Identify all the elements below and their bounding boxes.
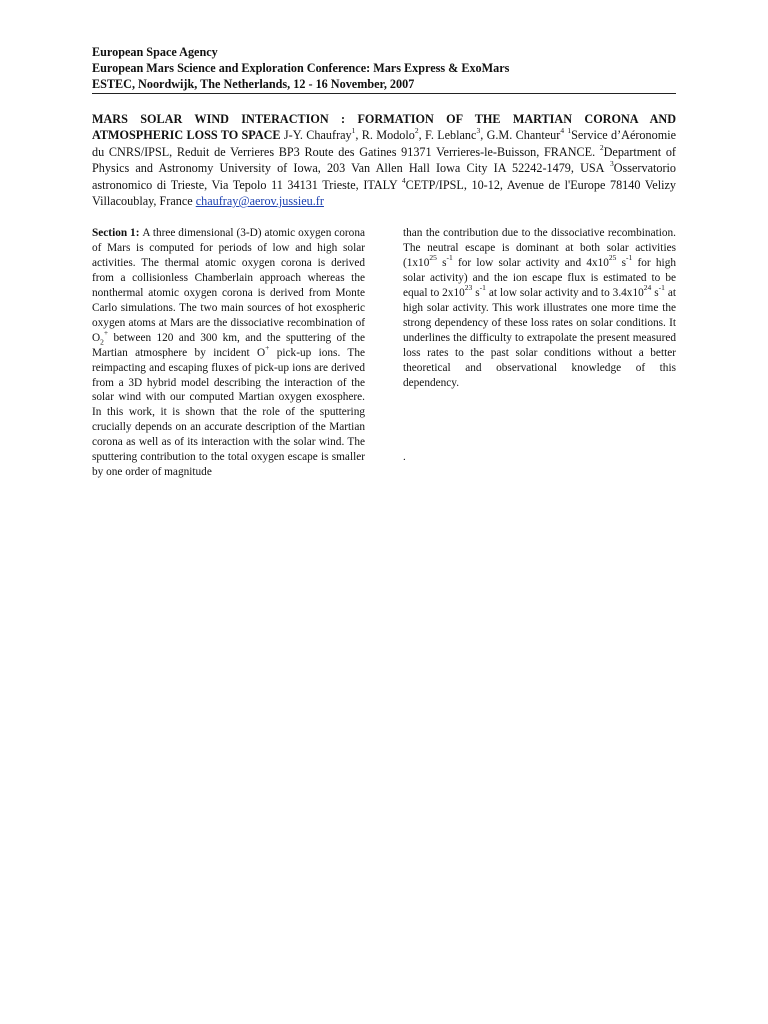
abstract-text: at high solar activity. This work illustrates one more time the strong dependency of these loss rates on solar conditions. It underlines the difficulty to extrapolate the present measured loss rates to the past solar conditions without a better theoretical and observational knowledge of this dependency. <box>403 287 677 389</box>
title-author-block: MARS SOLAR WIND INTERACTION : FORMATION OF THE MARTIAN CORONA AND ATMOSPHERIC LOSS TO SPACE J-Y. Chaufray$^1$, R. Modolo$^2$, F. Leblanc$^3$, G.M. Chanteur$^4$ $^1$Service d’Aéronomie du CNRS/IPSL, Reduit de Verrieres BP3 Route des Gatines 91371 Verrieres-le-Buisson, FRANCE. $^2$Department of Physics and Astronomy University of Iowa, 203 Van Allen Hall Iowa City IA 52242-1479, USA $^3$Osservatorio astronomico di Trieste, Via Tepolo 11 34131 Trieste, ITALY $^4$CETP/IPSL, 10-12, Avenue de l'Europe 78140 Velizy Villacoublay, France chaufray@aerov.jussieu.fr <box>92 112 676 209</box>
affiliation-1: $^1$Service d’Aéronomie du CNRS/IPSL, Reduit de Verrieres BP3 Route des Gatines 91371 Verrieres-le-Buisson, FRANCE. <box>92 126 676 159</box>
continuation-text <box>403 226 676 390</box>
section-label: Section 1: <box>92 227 143 240</box>
abstract-text: between 120 and 300 km, and the sputtering of the Martian atmosphere by incident O <box>92 331 365 359</box>
exponent: 25 <box>429 253 437 263</box>
affiliation-3: $^3$Osservatorio astronomico di Trieste, Via Tepolo 11 34131 Trieste, ITALY <box>92 159 676 192</box>
affiliation-2: $^2$Department of Physics and Astronomy University of Iowa, 203 Van Allen Hall Iowa City IA 52242-1479, USA <box>92 142 676 176</box>
abstract-columns <box>92 226 676 479</box>
author-1: J-Y. Chaufray$^1$ <box>283 126 356 143</box>
unit-exponent: -1 <box>626 253 633 263</box>
exponent: 23 <box>464 283 473 293</box>
exponent: 25 <box>608 253 617 263</box>
abstract-column-right <box>403 226 676 479</box>
abstract-text: for low solar activity and 4x10 <box>452 257 609 270</box>
affiliation-4: $^4$CETP/IPSL, 10-12, Avenue de l'Europe 78140 Velizy Villacoublay, France <box>92 175 676 209</box>
unit-exponent: -1 <box>479 283 486 293</box>
unit: s <box>651 287 659 300</box>
header-conference: European Mars Science and Exploration Conference: Mars Express & ExoMars <box>92 61 510 75</box>
paper-title: MARS SOLAR WIND INTERACTION : FORMATION OF THE MARTIAN CORONA AND ATMOSPHERIC LOSS TO SPACE <box>92 112 676 143</box>
abstract-text: pick-up ions. The reimpacting and escaping fluxes of pick-up ions are derived from a 3D hybrid model describing the interaction of the solar wind with our computed Martian oxygen exosphere. In this work, it is shown that the role of the sputtering crucially depends on an accurate description of the Martian corona as well as of its interaction with the solar wind. The sputtering contribution to the total oxygen escape is smaller by one order of magnitude <box>92 346 365 478</box>
email-link[interactable]: chaufray@aerov.jussieu.fr <box>195 194 324 209</box>
exponent: 24 <box>643 283 652 293</box>
header-org: European Space Agency <box>92 45 218 59</box>
o2-subscript: 2 <box>100 337 104 347</box>
unit-exponent: -1 <box>658 283 665 293</box>
author-2: R. Modolo$^2$ <box>361 126 419 143</box>
author-4: G.M. Chanteur$^4$ <box>486 126 565 143</box>
abstract-column-left <box>92 226 365 479</box>
document-page <box>92 44 676 480</box>
header-rule <box>92 93 676 94</box>
oplus-superscript: + <box>265 342 270 352</box>
unit-exponent: -1 <box>446 253 453 263</box>
abstract-text: A three dimensional (3-D) atomic oxygen corona of Mars is computed for periods of low and high solar activities. The thermal atomic oxygen corona is derived from a collisionless Chamberlain approach whereas the nonthermal atomic oxygen corona is derived from Monte Carlo simulations. The two main sources of hot exospheric oxygen atoms at Mars are the dissociative recombination of O <box>92 227 365 344</box>
o2-superscript: + <box>103 328 109 338</box>
unit: s <box>472 287 480 300</box>
abstract-text: at low solar activity and to 3.4x10 <box>485 287 644 300</box>
author-3: F. Leblanc$^3$ <box>425 126 481 143</box>
abstract-text: for high solar activity) and the ion escape flux is estimated to be equal to 2x10 <box>403 257 676 300</box>
abstract-text: than the contribution due to the dissociative recombination. The neutral escape is dominant at both solar activities (1x10 <box>403 227 676 270</box>
conference-header <box>92 44 676 92</box>
unit: s <box>436 257 447 270</box>
trailing-dot: . <box>403 451 406 464</box>
header-venue: ESTEC, Noordwijk, The Netherlands, 12 - 16 November, 2007 <box>92 77 415 91</box>
unit: s <box>616 257 627 270</box>
